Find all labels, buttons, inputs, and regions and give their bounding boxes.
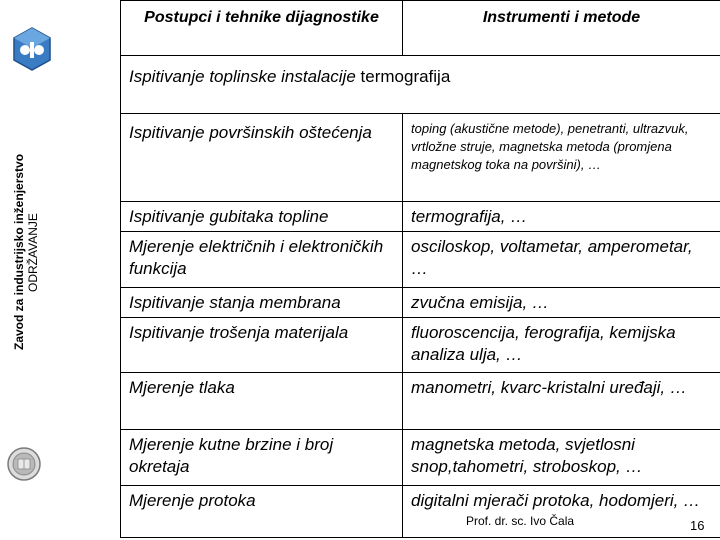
- table-row: [121, 202, 720, 232]
- row-method: Ispitivanje površinskih oštećenja: [121, 114, 403, 202]
- row-method: Mjerenje tlaka: [121, 373, 403, 430]
- row-method: Mjerenje protoka: [121, 486, 403, 538]
- row-instruments: termografija: [360, 67, 451, 86]
- table-row: [121, 232, 720, 288]
- table-row: [121, 56, 720, 114]
- table-header-row: [121, 1, 720, 56]
- table-row: [121, 486, 720, 538]
- table-cell-merged: [121, 56, 720, 114]
- institute-logo-icon: [8, 24, 56, 72]
- university-seal-icon: [6, 446, 42, 482]
- institute-name: Zavod za industrijsko inženjerstvo: [12, 153, 26, 350]
- diagnostics-table: [120, 0, 720, 538]
- table-row: [121, 373, 720, 430]
- row-instruments: zvučna emisija, …: [403, 288, 720, 318]
- row-instruments: osciloskop, voltametar, amperometar, …: [403, 232, 720, 288]
- row-method: Ispitivanje trošenja materijala: [121, 318, 403, 373]
- footer-author: Prof. dr. sc. Ivo Čala: [466, 514, 575, 528]
- sidebar: [0, 0, 120, 540]
- header-methods: Postupci i tehnike dijagnostike: [121, 1, 403, 56]
- row-instruments: termografija, …: [403, 202, 720, 232]
- subject-name: ODRŽAVANJE: [26, 213, 40, 292]
- row-method: Mjerenje kutne brzine i broj okretaja: [121, 430, 403, 486]
- row-method: Mjerenje električnih i elektroničkih funkcija: [121, 232, 403, 288]
- sidebar-vertical-text: [12, 154, 40, 350]
- table-row: [121, 318, 720, 373]
- table-row: [121, 288, 720, 318]
- row-method: Ispitivanje gubitaka topline: [121, 202, 403, 232]
- row-instruments: manometri, kvarc-kristalni uređaji, …: [403, 373, 720, 430]
- row-instruments: magnetska metoda, svjetlosni snop,tahometri, stroboskop, …: [403, 430, 720, 486]
- row-instruments: toping (akustične metode), penetranti, ultrazvuk, vrtložne struje, magnetska metoda (promjena magnetskog toka na površini), …: [403, 114, 720, 202]
- table-row: [121, 114, 720, 202]
- header-instruments: Instrumenti i metode: [403, 1, 720, 56]
- row-method: Ispitivanje stanja membrana: [121, 288, 403, 318]
- page-number: 16: [690, 518, 705, 533]
- row-instruments: digitalni mjerači protoka, hodomjeri, …: [403, 486, 720, 538]
- table-row: [121, 430, 720, 486]
- row-instruments: fluoroscencija, ferografija, kemijska analiza ulja, …: [403, 318, 720, 373]
- row-method: Ispitivanje toplinske instalacije: [129, 67, 356, 86]
